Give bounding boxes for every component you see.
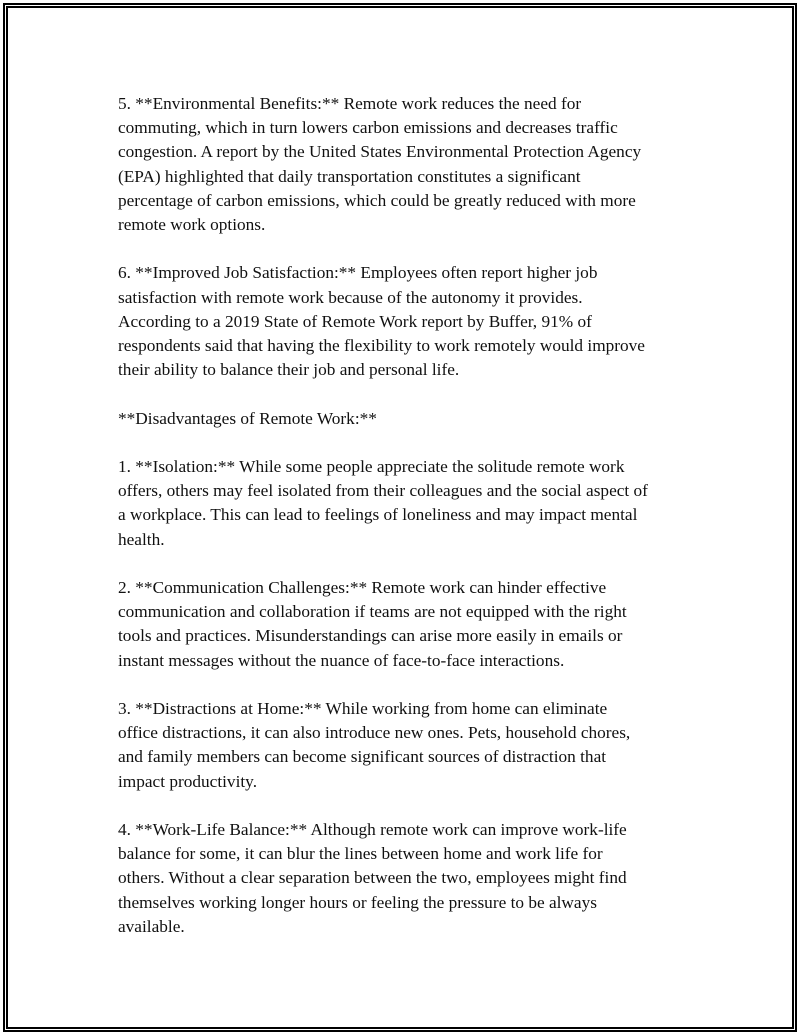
- paragraph-improved-job-satisfaction: 6. **Improved Job Satisfaction:** Employees often report higher job satisfaction with remote work because of the autonomy it provides. According to a 2019 State of Remote Work report by Buffer, 91% of respondents said that having the flexibility to work remotely would improve their ability to balance their job and personal life.: [118, 263, 645, 380]
- paragraph-communication-challenges: 2. **Communication Challenges:** Remote work can hinder effective communication and collaboration if teams are not equipped with the right tools and practices. Misunderstandings can arise more easily in emails or instant messages without the nuance of face-to-face interactions.: [118, 578, 627, 670]
- section-heading-disadvantages: **Disadvantages of Remote Work:**: [118, 408, 377, 428]
- paragraph-distractions-at-home: 3. **Distractions at Home:** While working from home can eliminate office distractions, it can also introduce new ones. Pets, household chores, and family members can become significant sources of distraction that impact productivity.: [118, 699, 631, 791]
- paragraph-work-life-balance: 4. **Work-Life Balance:** Although remote work can improve work-life balance for some, it can blur the lines between home and work life for others. Without a clear separation between the two, employees might find themselves working longer hours or feeling the pressure to be always available.: [118, 820, 627, 936]
- document-body: [118, 92, 698, 963]
- paragraph-environmental-benefits: 5. **Environmental Benefits:** Remote work reduces the need for commuting, which in turn lowers carbon emissions and decreases traffic congestion. A report by the United States Environmental Protection Agency (EPA) highlighted that daily transportation constitutes a significant percentage of carbon emissions, which could be greatly reduced with more remote work options.: [118, 94, 642, 235]
- paragraph-isolation: 1. **Isolation:** While some people appreciate the solitude remote work offers, others may feel isolated from their colleagues and the social aspect of a workplace. This can lead to feelings of loneliness and may impact mental health.: [118, 457, 648, 549]
